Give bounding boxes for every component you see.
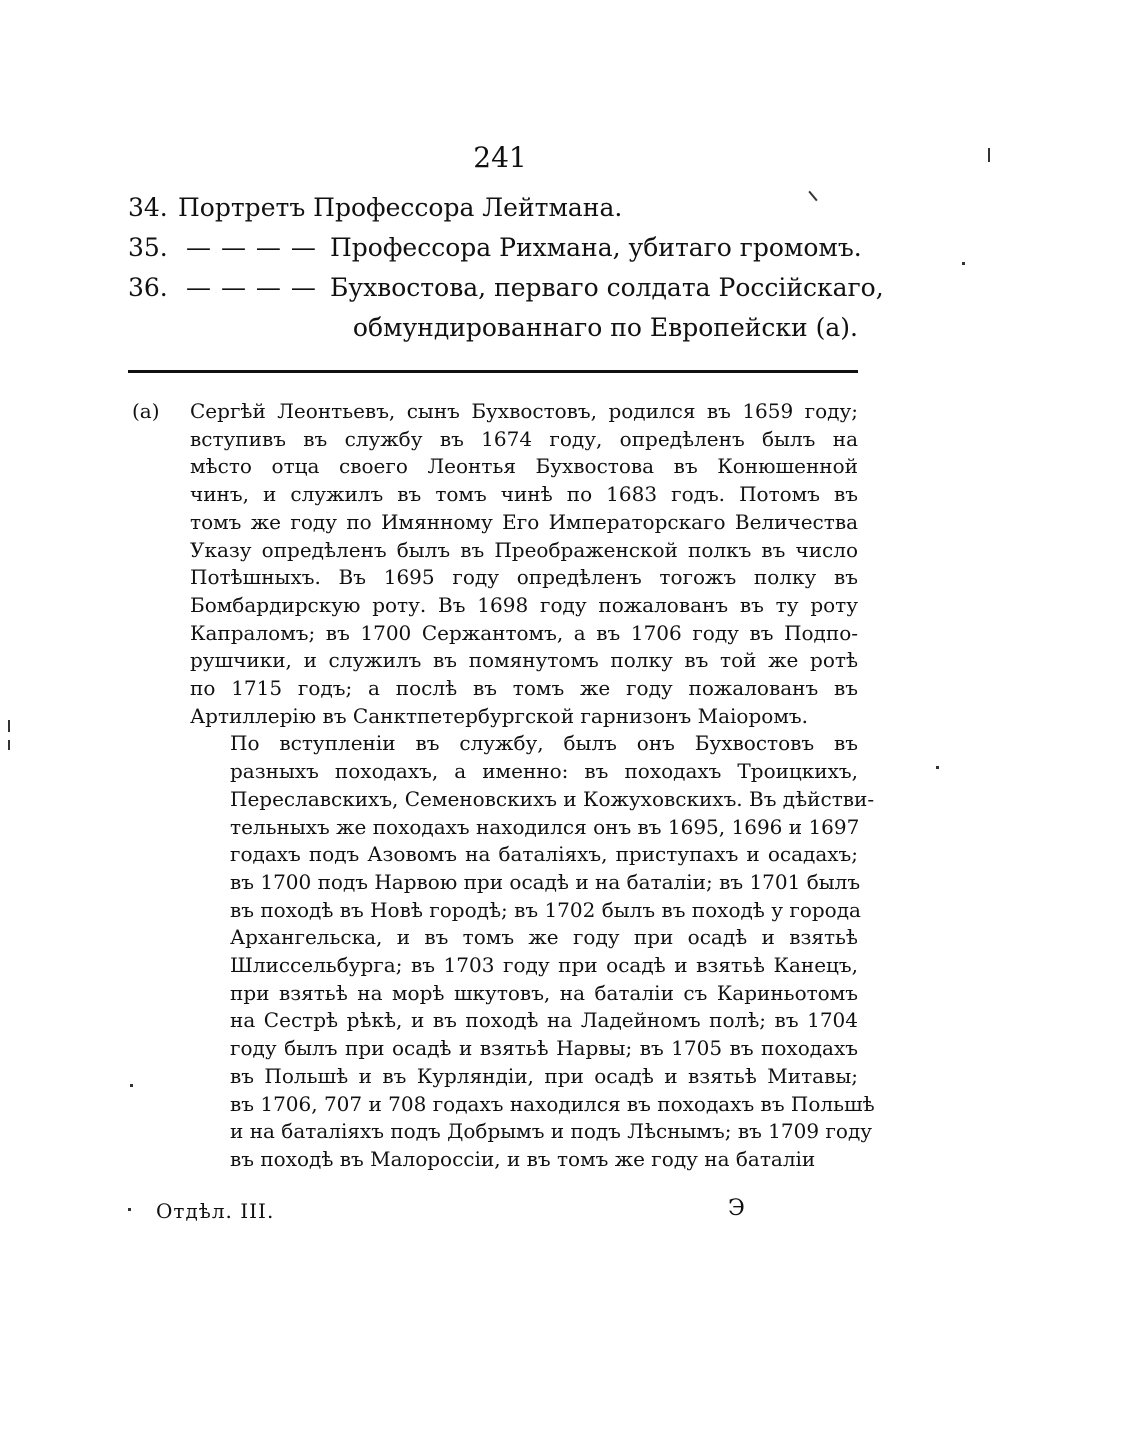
- entry-number: 36.: [128, 273, 168, 302]
- scan-speck: [988, 148, 990, 162]
- footnote-line: въ походѣ въ Новѣ городѣ; въ 1702 былъ въ походѣ у города: [230, 897, 861, 922]
- footnote-line: въ 1706, 707 и 708 годахъ находился въ походахъ въ Польшѣ: [230, 1091, 875, 1116]
- footnote-line: по 1715 годъ; а послѣ въ томъ же году пожалованъ въ: [190, 676, 858, 701]
- scan-speck: [936, 766, 939, 769]
- scan-speck: [128, 1208, 131, 1211]
- footnote-line: Шлиссельбурга; въ 1703 году при осадѣ и взятьѣ Канецъ,: [230, 953, 858, 978]
- scan-speck: [8, 740, 10, 750]
- entry-text: обмундированнаго по Европейски (а).: [352, 313, 858, 342]
- entry-text: Бухвостова, перваго солдата Россійскаго,: [330, 273, 884, 302]
- footnote-line: Переславскихъ, Семеновскихъ и Кожуховскихъ. Въ дѣйстви-: [230, 786, 875, 811]
- footnote-line: чинъ, и служилъ въ томъ чинѣ по 1683 годъ. Потомъ въ: [190, 482, 858, 507]
- footnote-line: разныхъ походахъ, а именно: въ походахъ Троицкихъ,: [230, 759, 858, 784]
- footnote-line: томъ же году по Имянному Его Императорскаго Величества: [190, 509, 858, 534]
- footnote-line: году былъ при осадѣ и взятьѣ Нарвы; въ 1705 въ походахъ: [230, 1036, 858, 1061]
- footnote-paragraph: [190, 730, 875, 1173]
- entry-text: Профессора Рихмана, убитаго громомъ.: [330, 233, 862, 262]
- footnote-line: и на баталіяхъ подъ Добрымъ и подъ Лѣснымъ; въ 1709 году: [230, 1119, 873, 1144]
- printer-signature: Э: [728, 1196, 745, 1221]
- footnote-line: вступивъ въ службу въ 1674 году, опредѣленъ былъ на: [190, 426, 858, 451]
- footnote-line: въ Польшѣ и въ Курляндіи, при осадѣ и взятьѣ Митавы;: [230, 1063, 858, 1088]
- footnote-line: Артиллерію въ Санктпетербургской гарнизонъ Маіоромъ.: [190, 703, 808, 728]
- footnote-line: Указу опредѣленъ былъ въ Преображенской полкъ въ число: [190, 537, 858, 562]
- footnote-divider: [128, 370, 858, 373]
- footnote-line: въ 1700 подъ Нарвою при осадѣ и на баталіи; въ 1701 былъ: [230, 869, 861, 894]
- catalog-entry: [128, 268, 884, 308]
- footnote-line: Сергѣй Леонтьевъ, сынъ Бухвостовъ, родился въ 1659 году;: [190, 399, 858, 423]
- scan-speck: [962, 262, 965, 265]
- catalog-entry: [128, 228, 868, 268]
- footnote-line: Капраломъ; въ 1700 Сержантомъ, а въ 1706 году въ Подпо-: [190, 620, 858, 645]
- footnote-line: мѣсто отца своего Леонтья Бухвостова въ Конюшенной: [190, 454, 858, 479]
- catalog-entry-continuation: [128, 308, 868, 354]
- footnote-line: Потѣшныхъ. Въ 1695 году опредѣленъ тогожъ полку въ: [190, 565, 858, 590]
- scan-speck: [8, 720, 10, 732]
- section-signature: Отдѣл. III.: [156, 1199, 275, 1223]
- footnote-line: годахъ подъ Азовомъ на баталіяхъ, приступахъ и осадахъ;: [230, 842, 858, 867]
- footnote-line: въ походѣ въ Малороссіи, и въ томъ же году на баталіи: [230, 1146, 816, 1171]
- footnote-line: Бомбардирскую роту. Въ 1698 году пожалованъ въ ту роту: [190, 592, 858, 617]
- footnote-paragraph: [190, 398, 858, 730]
- entry-text: Портретъ Профессора Лейтмана.: [178, 193, 623, 222]
- footnote-line: Архангельска, и въ томъ же году при осадѣ и взятьѣ: [230, 925, 858, 950]
- footnote-line: рушчики, и служилъ въ помянутомъ полку въ той же ротѣ: [190, 648, 858, 673]
- footnote-line: при взятьѣ на морѣ шкутовъ, на баталіи съ Кариньотомъ: [230, 980, 858, 1005]
- entry-number: 34.: [128, 193, 168, 222]
- footnote: [128, 398, 875, 1174]
- footnote-mark: (а): [132, 399, 160, 423]
- page-number: 241: [473, 141, 527, 174]
- footnote-line: тельныхъ же походахъ находился онъ въ 1695, 1696 и 1697: [230, 814, 860, 839]
- footnote-line: По вступленіи въ службу, былъ онъ Бухвостовъ въ: [230, 731, 858, 756]
- scan-speck: [130, 1084, 133, 1087]
- footnote-body: [190, 398, 875, 1174]
- footnote-line: на Сестрѣ рѣкѣ, и въ походѣ на Ладейномъ полѣ; въ 1704: [230, 1008, 858, 1033]
- catalog-entry: [128, 188, 868, 228]
- catalog-list: [128, 188, 884, 354]
- ditto-dash: — — — —: [186, 273, 317, 302]
- entry-number: 35.: [128, 233, 168, 262]
- ditto-dash: — — — —: [186, 233, 317, 262]
